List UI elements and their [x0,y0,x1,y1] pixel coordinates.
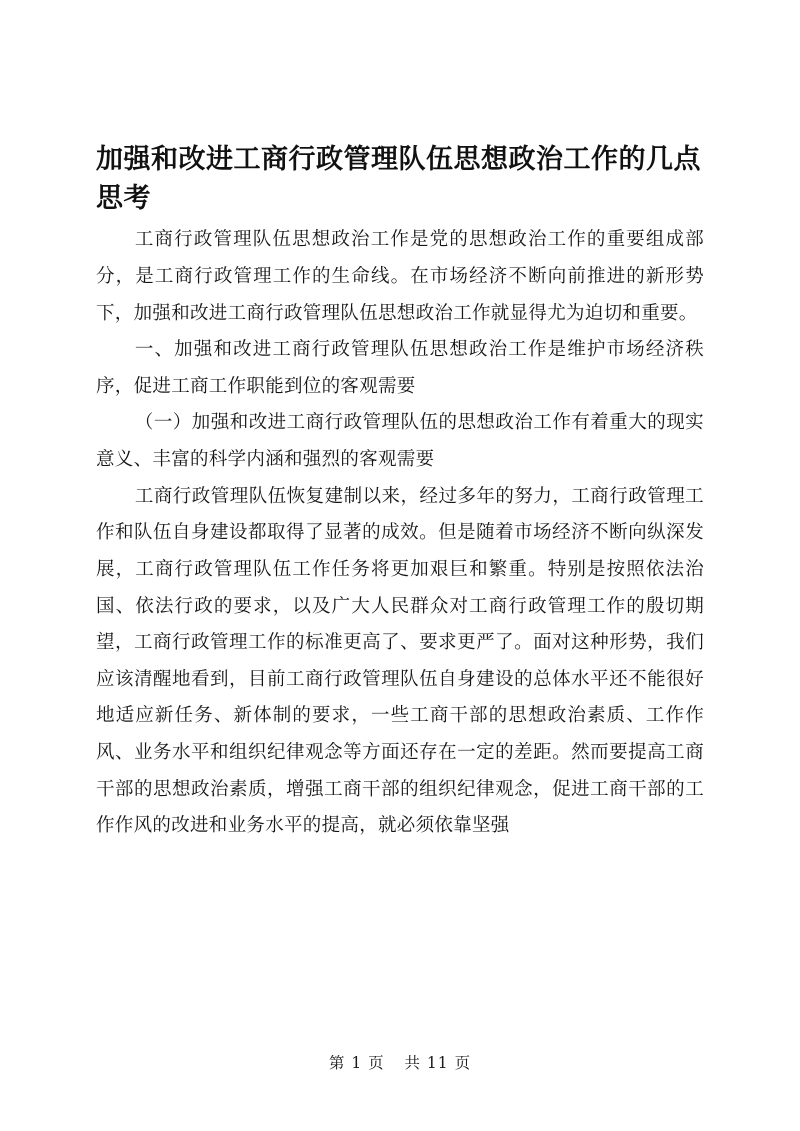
document-body [96,222,704,845]
paragraph-4: 工商行政管理队伍恢复建制以来，经过多年的努力，工商行政管理工作和队伍自身建设都取得了显著的成效。但是随着市场经济不断向纵深发展，工商行政管理队伍工作任务将更加艰巨和繁重。特别是按照依法治国、依法行政的要求，以及广大人民群众对工商行政管理工作的殷切期望，工商行政管理工作的标准更高了、要求更严了。面对这种形势，我们应该清醒地看到，目前工商行政管理队伍自身建设的总体水平还不能很好地适应新任务、新体制的要求，一些工商干部的思想政治素质、工作作风、业务水平和组织纪律观念等方面还存在一定的差距。然而要提高工商干部的思想政治素质，增强工商干部的组织纪律观念，促进工商干部的工作作风的改进和业务水平的提高，就必须依靠坚强 [96,485,704,837]
paragraph-2: 一、加强和改进工商行政管理队伍思想政治工作是维护市场经济秩序，促进工商工作职能到位的客观需要 [96,339,704,397]
page-footer [0,1051,800,1073]
footer-page-number: 第 1 页 [328,1054,385,1072]
page-title: 加强和改进工商行政管理队伍思想政治工作的几点思考 [96,144,701,215]
paragraph-3: （一）加强和改进工商行政管理队伍的思想政治工作有着重大的现实意义、丰富的科学内涵和强烈的客观需要 [96,412,704,471]
footer-total-pages: 共 11 页 [404,1054,472,1072]
paragraph-1: 工商行政管理队伍思想政治工作是党的思想政治工作的重要组成部分，是工商行政管理工作的生命线。在市场经济不断向前推进的新形势下，加强和改进工商行政管理队伍思想政治工作就显得尤为迫切和重要。 [96,229,704,324]
